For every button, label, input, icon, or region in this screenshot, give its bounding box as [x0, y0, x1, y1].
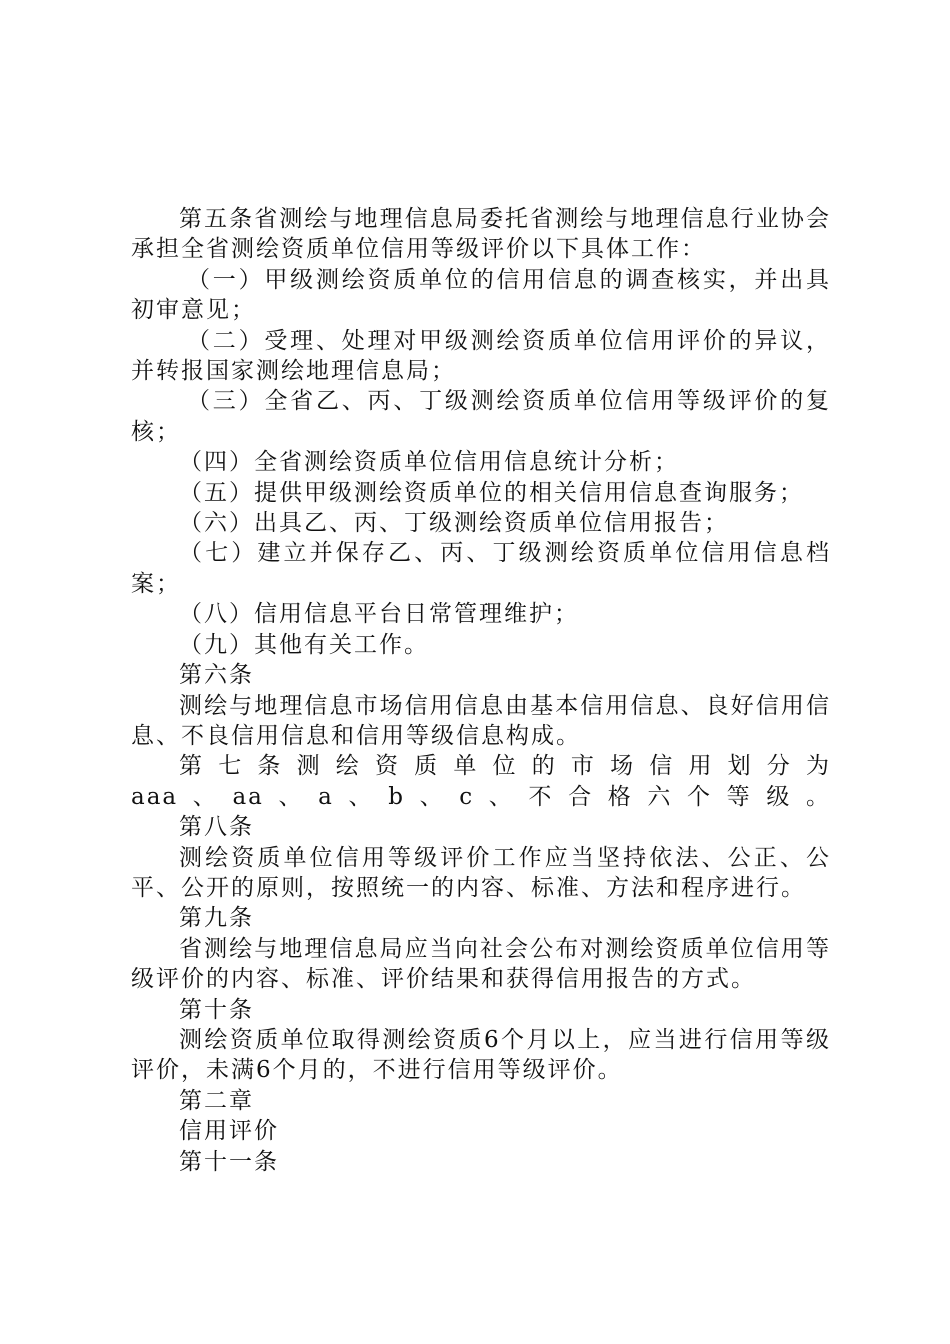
list-item-5: （五）提供甲级测绘资质单位的相关信用信息查询服务； [179, 479, 804, 506]
article-7-lead: 第七条测绘资质单位的市场信用划分为 [179, 753, 831, 780]
article-11-heading: 第十一条 [179, 1148, 279, 1175]
article-10-heading: 第十条 [179, 996, 254, 1023]
article-8-heading: 第八条 [179, 814, 254, 841]
document-body [131, 204, 831, 1177]
list-item-8: （八）信用信息平台日常管理维护； [179, 601, 579, 628]
chapter-title: 信用评价 [179, 1118, 279, 1145]
article-7-paragraph [131, 751, 831, 812]
article-5-paragraph: 第五条省测绘与地理信息局委托省测绘与地理信息行业协会承担全省测绘资质单位信用等级评价以下具体工作： [131, 206, 831, 263]
article-9-heading: 第九条 [179, 905, 254, 932]
article-8-paragraph: 测绘资质单位信用等级评价工作应当坚持依法、公正、公平、公开的原则，按照统一的内容、标准、方法和程序进行。 [131, 844, 831, 901]
list-item-2: （二）受理、处理对甲级测绘资质单位信用评价的异议，并转报国家测绘地理信息局； [131, 327, 831, 385]
list-item-4: （四）全省测绘资质单位信用信息统计分析； [179, 449, 679, 476]
article-6-paragraph: 测绘与地理信息市场信用信息由基本信用信息、良好信用信息、不良信用信息和信用等级信息构成。 [131, 692, 831, 749]
chapter-heading: 第二章 [179, 1087, 254, 1114]
article-6-heading: 第六条 [179, 662, 254, 689]
list-item-3: （三）全省乙、丙、丁级测绘资质单位信用等级评价的复核； [131, 388, 831, 445]
article-9-paragraph: 省测绘与地理信息局应当向社会公布对测绘资质单位信用等级评价的内容、标准、评价结果和获得信用报告的方式。 [131, 935, 831, 993]
article-7-tail: aaa、aa、a、b、c、不合格六个等级。 [131, 783, 831, 810]
list-item-9: （九）其他有关工作。 [179, 631, 429, 658]
list-item-1: （一）甲级测绘资质单位的信用信息的调查核实，并出具初审意见； [131, 266, 831, 324]
list-item-6: （六）出具乙、丙、丁级测绘资质单位信用报告； [179, 510, 729, 537]
list-item-7: （七）建立并保存乙、丙、丁级测绘资质单位信用信息档案； [131, 540, 831, 597]
article-10-paragraph: 测绘资质单位取得测绘资质6个月以上，应当进行信用等级评价，未满6个月的，不进行信用等级评价。 [131, 1026, 831, 1084]
